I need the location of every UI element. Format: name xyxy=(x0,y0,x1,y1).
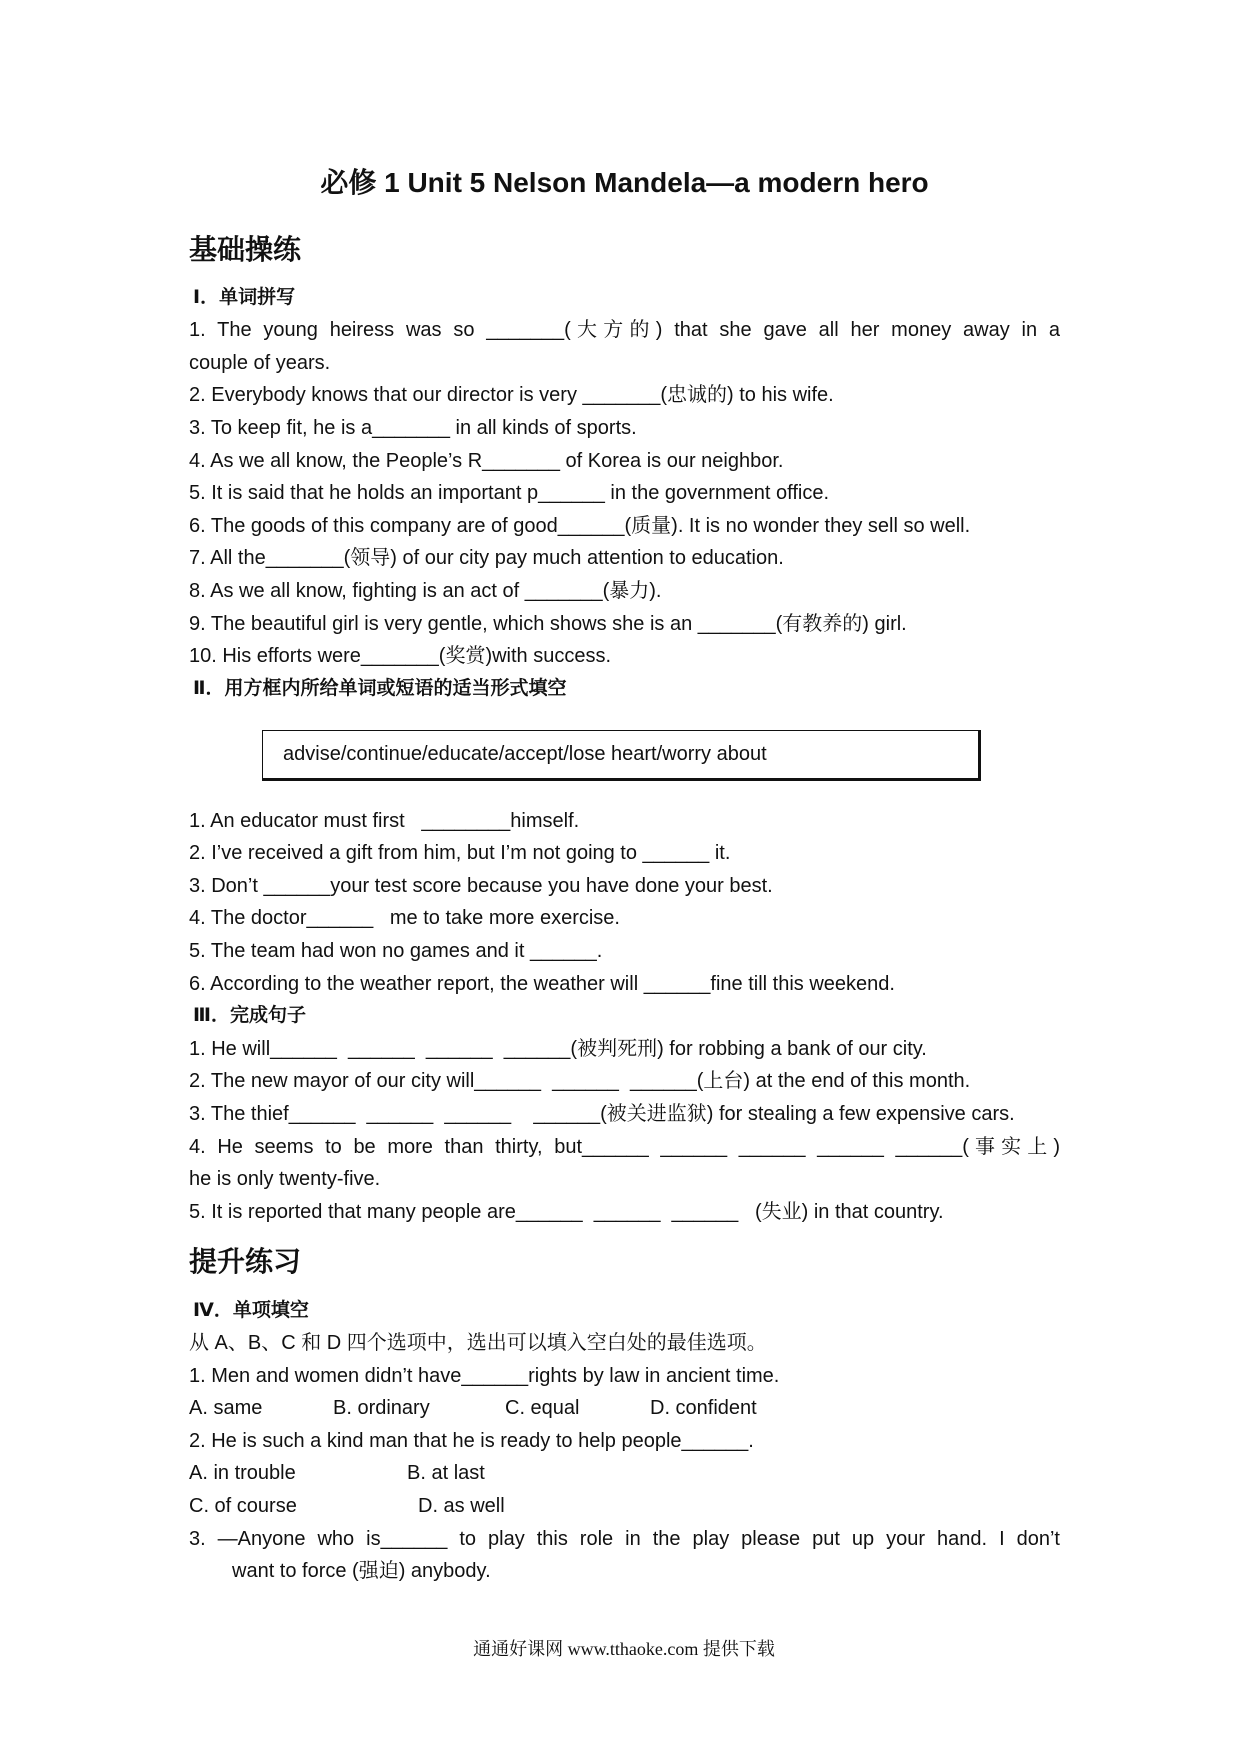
choice-question-1-options xyxy=(189,1392,1060,1425)
choice-question-3-stem xyxy=(189,1523,1060,1588)
option-b: B. ordinary xyxy=(333,1397,430,1420)
choice-question-1-stem: 1. Men and women didn’t have______rights by law in ancient time. xyxy=(189,1364,780,1387)
fill-in-question-1: 1. An educator must first ________himself. xyxy=(189,809,580,832)
spelling-question-9: 9. The beautiful girl is very gentle, which shows she is an _______(有教养的) girl. xyxy=(189,612,907,635)
worksheet-content xyxy=(189,160,1060,1588)
option-a: A. in trouble xyxy=(189,1462,296,1485)
spelling-question-8: 8. As we all know, fighting is an act of _______(暴力). xyxy=(189,580,662,603)
option-b: B. at last xyxy=(407,1462,485,1485)
section-heading-basic: 基础操练 xyxy=(189,234,302,265)
spelling-question-6: 6. The goods of this company are of good______(质量). It is no wonder they sell so well. xyxy=(189,514,971,537)
spelling-question-4: 4. As we all know, the People’s R_______ of Korea is our neighbor. xyxy=(189,449,784,472)
part-heading-fill-in: Ⅱ．用方框内所给单词或短语的适当形式填空 xyxy=(193,677,567,699)
fill-in-question-4: 4. The doctor______ me to take more exercise. xyxy=(189,907,620,930)
spelling-question-3: 3. To keep fit, he is a_______ in all kinds of sports. xyxy=(189,417,637,440)
question-line: 1. The young heiress was so _______(大方的) that she gave all her money away in a xyxy=(189,319,1060,342)
section-heading-advanced: 提升练习 xyxy=(189,1245,302,1277)
page-footer: 通通好课网 www.tthaoke.com 提供下载 xyxy=(473,1639,775,1659)
choice-question-2-stem: 2. He is such a kind man that he is ready to help people______. xyxy=(189,1429,754,1452)
question-line: 3. —Anyone who is______ to play this role in the play please put up your hand. I don’t xyxy=(189,1527,1060,1550)
spelling-question-1 xyxy=(189,314,1060,379)
instruction-text: 从 A、B、C 和 D 四个选项中，选出可以填入空白处的最佳选项。 xyxy=(189,1332,767,1355)
option-c: C. equal xyxy=(505,1397,580,1420)
fill-in-question-2: 2. I’ve received a gift from him, but I’m not going to ______ it. xyxy=(189,842,731,865)
fill-in-question-6: 6. According to the weather report, the weather will ______fine till this weekend. xyxy=(189,972,895,995)
spelling-question-7: 7. All the_______(领导) of our city pay much attention to education. xyxy=(189,547,784,570)
part-heading-spelling: Ⅰ．单词拼写 xyxy=(193,286,296,308)
part-heading-multiple-choice: Ⅳ．单项填空 xyxy=(193,1299,309,1321)
spelling-question-10: 10. His efforts were_______(奖赏)with success. xyxy=(189,645,612,668)
sentence-question-4 xyxy=(189,1131,1060,1196)
option-d: D. confident xyxy=(650,1397,757,1420)
choice-question-2-options-row-2 xyxy=(189,1490,1060,1523)
option-c: C. of course xyxy=(189,1495,297,1518)
page-title: 必修 1 Unit 5 Nelson Mandela—a modern hero xyxy=(320,167,929,198)
word-box: advise/continue/educate/accept/lose heart/worry about xyxy=(262,730,981,781)
option-d: D. as well xyxy=(418,1495,505,1518)
sentence-question-2: 2. The new mayor of our city will______ ______ ______(上台) at the end of this month. xyxy=(189,1070,971,1093)
fill-in-question-5: 5. The team had won no games and it ______. xyxy=(189,939,603,962)
part-heading-complete-sentences: Ⅲ．完成句子 xyxy=(193,1005,306,1027)
sentence-question-1: 1. He will______ ______ ______ ______(被判死刑) for robbing a bank of our city. xyxy=(189,1037,927,1060)
spelling-question-5: 5. It is said that he holds an important p______ in the government office. xyxy=(189,482,830,505)
question-line: 4. He seems to be more than thirty, but______ ______ ______ ______ ______(事实上) xyxy=(189,1135,1060,1158)
question-line: want to force (强迫) anybody. xyxy=(232,1560,491,1583)
choice-question-2-options-row-1 xyxy=(189,1457,1060,1490)
question-line: he is only twenty-five. xyxy=(189,1168,381,1191)
fill-in-question-3: 3. Don’t ______your test score because you have done your best. xyxy=(189,874,773,897)
sentence-question-3: 3. The thief______ ______ ______ ______(被关进监狱) for stealing a few expensive cars. xyxy=(189,1102,1015,1125)
question-line: couple of years. xyxy=(189,351,331,374)
spelling-question-2: 2. Everybody knows that our director is very _______(忠诚的) to his wife. xyxy=(189,384,834,407)
sentence-question-5: 5. It is reported that many people are______ ______ ______ (失业) in that country. xyxy=(189,1200,944,1223)
option-a: A. same xyxy=(189,1397,263,1420)
